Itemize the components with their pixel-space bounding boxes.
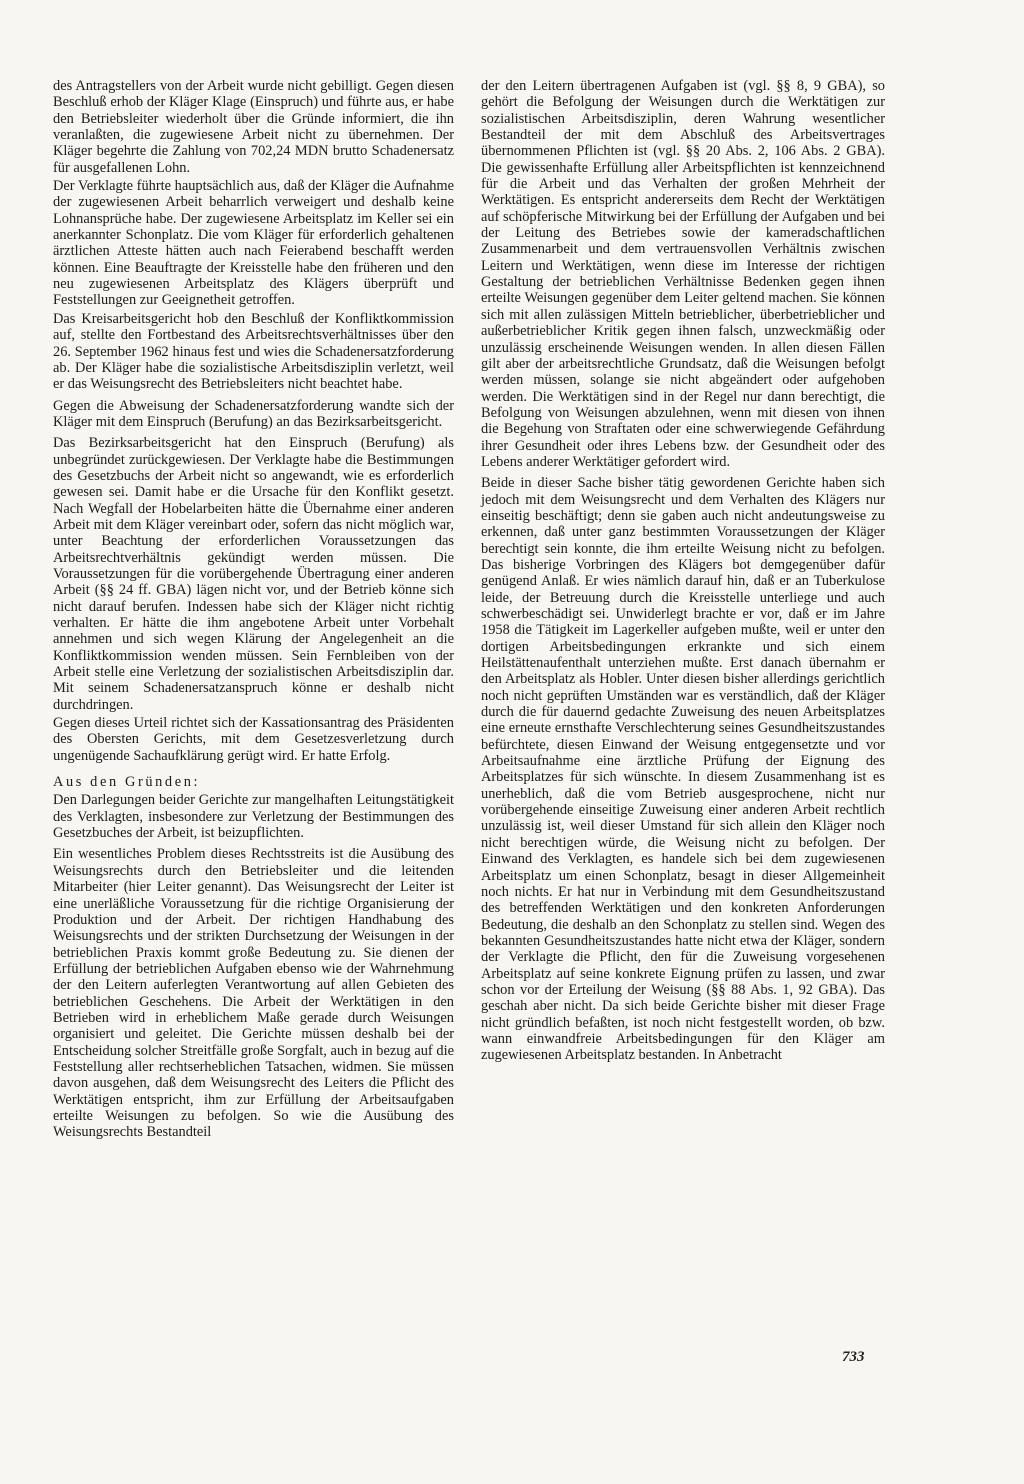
left-column (53, 78, 454, 1143)
paragraph: Der Verklagte führte hauptsächlich aus, daß der Kläger die Aufnahme der zugewiesenen Arbeit beharrlich verweigert und deshalb keine Lohnansprüche habe. Der zugewiesene Arbeitsplatz im Keller sei ein anerkannter Schonplatz. Die vom Kläger für erforderlich gehaltenen ärztlichen Atteste hätten auch nach Feierabend beschafft werden können. Eine Beauftragte der Kreisstelle habe den früheren und den neu zugewiesenen Arbeitsplatz des Klägers überprüft und Feststellungen zur Geeignetheit getroffen. (53, 178, 454, 309)
right-column (481, 78, 885, 1066)
paragraph: Gegen dieses Urteil richtet sich der Kassationsantrag des Präsidenten des Obersten Gerichts, mit dem Gesetzesverletzung durch ungenügende Sachaufklärung gerügt wird. Er hatte Erfolg. (53, 715, 454, 764)
paragraph: der den Leitern übertragenen Aufgaben ist (vgl. §§ 8, 9 GBA), so gehört die Befolgung der Weisungen durch die Werktätigen zur sozialistischen Arbeitsdisziplin, deren Wahrung wesentlicher Bestandteil der mit dem Abschluß des Arbeitsvertrages übernommenen Pflichten ist (vgl. §§ 20 Abs. 2, 106 Abs. 2 GBA). Die gewissenhafte Erfüllung aller Arbeitspflichten ist kennzeichnend für die Arbeit und das Verhalten der großen Mehrheit der Werktätigen. Es entspricht andererseits dem Recht der Werktätigen auf schöpferische Mitwirkung bei der Erfüllung der Aufgaben und bei der Leitung des Betriebes sowie der kameradschaftlichen Zusammenarbeit und dem vertrauensvollen Verhältnis zwischen Leitern und Werktätigen, wenn diese im Interesse der richtigen Gestaltung der betrieblichen Verhältnisse Bedenken gegen ihnen erteilte Weisungen gegenüber dem Leiter geltend machen. Sie können sich mit allen zulässigen Mitteln betrieblicher, überbetrieblicher und außerbetrieblicher Kritik gegen ihnen falsch, unzweckmäßig oder unzulässig erscheinende Weisungen wenden. In allen diesen Fällen gilt aber der arbeitsrechtliche Grundsatz, daß die Weisungen befolgt werden müssen, solange sie nicht abgeändert oder aufgehoben werden. Die Werktätigen sind in der Regel nur dann berechtigt, die Befolgung von Weisungen abzulehnen, wenn mit diesen von ihnen die Begehung von Straftaten oder eine schwerwiegende Gefährdung ihrer Gesundheit oder ihres Lebens bzw. der Gesundheit oder des Lebens anderer Werktätiger gefordert wird. (481, 78, 885, 470)
paragraph: Beide in dieser Sache bisher tätig gewordenen Gerichte haben sich jedoch mit dem Weisungsrecht und dem Verhalten des Klägers nur einseitig beschäftigt; denn sie gaben auch nicht andeutungsweise zu erkennen, daß unter ganz bestimmten Voraussetzungen der Kläger berechtigt sein konnte, die ihm erteilte Weisung nicht zu befolgen. Das bisherige Vorbringen des Klägers bot demgegenüber dafür genügend Anlaß. Er wies nämlich darauf hin, daß er an Tuberkulose leide, der Betreuung durch die Kreisstelle unterliege und auch schwerbeschädigt sei. Unwiderlegt brachte er vor, daß er im Jahre 1958 die Tätigkeit im Lagerkeller aufgeben mußte, weil er unter den dortigen Arbeitsbedingungen erkrankte und sich einem Heilstättenaufenthalt unterziehen mußte. Erst danach übernahm er den Arbeitsplatz als Hobler. Unter diesen bisher allerdings gerichtlich noch nicht geprüften Umständen war es verständlich, daß der Kläger durch die für dauernd gedachte Zuweisung des neuen Arbeitsplatzes eine erneute ernsthafte Verschlechterung seines Gesundheitszustandes befürchtete, diesen Einwand der Weisung entgegensetzte und vor Arbeitsaufnahme eine ärztliche Prüfung der Eignung des Arbeitsplatzes für sich wünschte. In diesem Zusammenhang ist es unerheblich, daß die vom Betrieb ausgesprochene, nicht nur vorübergehende einseitige Zuweisung einer anderen Arbeit rechtlich unzulässig ist, weil dieser Umstand für sich allein den Kläger noch nicht berechtigen würde, die Weisung nicht zu befolgen. Der Einwand des Verklagten, es handele sich bei dem zugewiesenen Arbeitsplatz um einen Schonplatz, besagt in dieser Allgemeinheit noch nichts. Er hat nur in Verbindung mit dem Gesundheitszustand des betreffenden Werktätigen und den konkreten Anforderungen Bedeutung, die deshalb an den Schonplatz zu stellen sind. Wegen des bekannten Gesundheitszustandes hatte nicht etwa der Kläger, sondern der Verklagte die Pflicht, den für die Zuweisung vorgesehenen Arbeitsplatz auf seine konkrete Eignung prüfen zu lassen, und zwar schon vor der Erteilung der Weisung (§§ 88 Abs. 1, 92 GBA). Das geschah aber nicht. Da sich beide Gerichte bisher mit dieser Frage nicht gründlich befaßten, ist noch nicht festgestellt worden, ob bzw. wann einwandfreie Arbeitsbedingungen für den Kläger am zugewiesenen Arbeitsplatz bestanden. In Anbetracht (481, 475, 885, 1064)
paragraph: des Antragstellers von der Arbeit wurde nicht gebilligt. Gegen diesen Beschluß erhob der Kläger Klage (Einspruch) und führte aus, er habe den Betriebsleiter wiederholt über die Gründe informiert, die ihn veranlaßten, die zugewiesene Arbeit nicht zu übernehmen. Der Kläger begehrte die Zahlung von 702,24 MDN brutto Schadenersatz für ausgefallenen Lohn. (53, 78, 454, 176)
paragraph: Das Kreisarbeitsgericht hob den Beschluß der Konfliktkommission auf, stellte den Fortbestand des Arbeitsrechtsverhältnisses über den 26. September 1962 hinaus fest und wies die Schadenersatzforderung ab. Der Kläger habe die sozialistische Arbeitsdisziplin verletzt, weil er das Weisungsrecht des Betriebsleiters nicht beachtet habe. (53, 310, 454, 393)
paragraph: Gegen die Abweisung der Schadenersatzforderung wandte sich der Kläger mit dem Einspruch (Berufung) an das Bezirksarbeitsgericht. (53, 397, 454, 430)
section-heading: Aus den Gründen: (53, 774, 201, 791)
page-number: 733 (842, 1349, 865, 1365)
paragraph: Das Bezirksarbeitsgericht hat den Einspruch (Berufung) als unbegründet zurückgewiesen. Der Verklagte habe die Bestimmungen des Gesetzbuchs der Arbeit nicht so angewandt, wie es erforderlich gewesen sei. Damit habe er die Ursache für den Konflikt gesetzt. Nach Wegfall der Hobelarbeiten hätte die Übernahme einer anderen Arbeit mit dem Kläger vereinbart oder, sofern das nicht möglich war, unter Beachtung der erforderlichen Voraussetzungen das Arbeitsrechtverhältnis gekündigt werden müssen. Die Voraussetzungen für die vorübergehende Übertragung einer anderen Arbeit (§§ 24 ff. GBA) lägen nicht vor, und der Betrieb könne sich nicht darauf berufen. Indessen habe sich der Kläger nicht richtig verhalten. Er hätte die ihm angebotene Arbeit unter Vorbehalt annehmen und sich wegen Klärung der Angelegenheit an die Konfliktkommission wenden müssen. Sein Fernbleiben von der Arbeit stelle eine Verletzung der sozialistischen Arbeitsdisziplin dar. Mit seinem Schadenersatzanspruch könne er deshalb nicht durchdringen. (53, 435, 454, 713)
paragraph: Ein wesentliches Problem dieses Rechtsstreits ist die Ausübung des Weisungsrechts durch den Betriebsleiter und die leitenden Mitarbeiter (hier Leiter genannt). Das Weisungsrecht der Leiter ist eine unerläßliche Voraussetzung für die richtige Organisierung der Produktion und der Arbeit. Der richtigen Handhabung des Weisungsrechts und der strikten Durchsetzung der Weisungen in der betrieblichen Praxis kommt große Bedeutung zu. Sie dienen der Erfüllung der betrieblichen Aufgaben ebenso wie der Wahrnehmung der den Leitern auferlegten Verantwortung auf allen Gebieten des betrieblichen Geschehens. Die Arbeit der Werktätigen in den Betrieben wird in erheblichem Maße gerade durch Weisungen organisiert und geleitet. Die Gerichte müssen deshalb bei der Entscheidung solcher Streitfälle große Sorgfalt, auch in bezug auf die Feststellung aller rechtserheblichen Tatsachen, widmen. Sie müssen davon ausgehen, daß dem Weisungsrecht des Leiters die Pflicht des Werktätigen entspricht, ihm zur Erfüllung der Arbeitsaufgaben erteilte Weisungen zu befolgen. So wie die Ausübung des Weisungsrechts Bestandteil (53, 846, 454, 1141)
paragraph: Den Darlegungen beider Gerichte zur mangelhaften Leitungstätigkeit des Verklagten, insbesondere zur Verletzung der Bestimmungen des Gesetzbuches der Arbeit, ist beizupflichten. (53, 792, 454, 842)
